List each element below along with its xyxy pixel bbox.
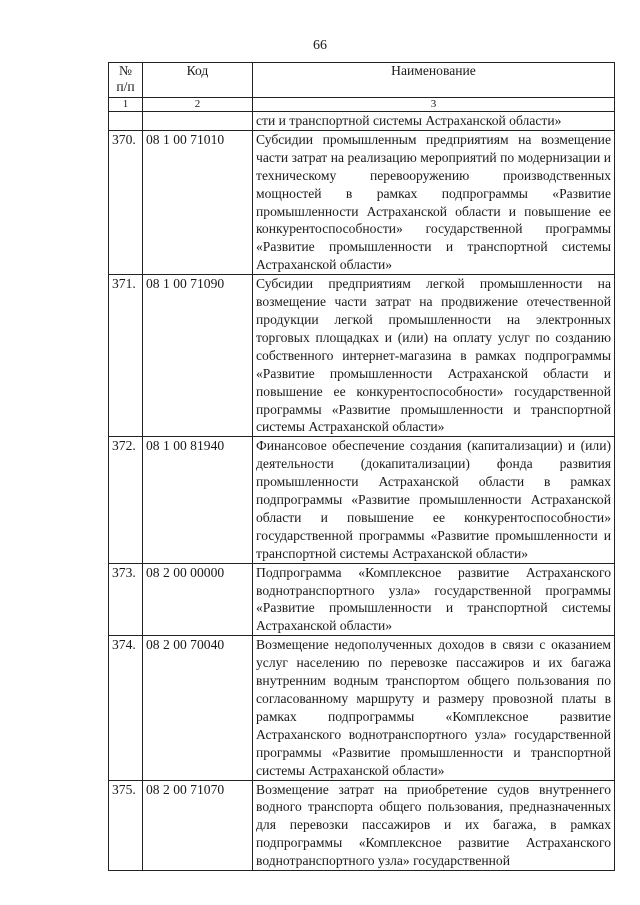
table-row	[109, 130, 615, 274]
table-row	[109, 275, 615, 437]
table-row	[109, 437, 615, 563]
table-row	[109, 636, 615, 780]
header-code: Код	[143, 63, 253, 98]
column-index-1: 1	[109, 98, 143, 112]
classification-table	[108, 62, 615, 871]
row-name: Финансовое обеспечение создания (капитализации) и (или) деятельности (докапитализации) фонда развития промышленности Астраханской области в рамках подпрограммы «Развитие промышленности Астраханской области и повышение ее конкурентоспособности» государственной программы «Развитие промышленности и транспортной системы Астраханской области»	[253, 437, 615, 563]
continuation-num	[109, 112, 143, 131]
row-code: 08 2 00 70040	[143, 636, 253, 780]
row-code: 08 1 00 71010	[143, 130, 253, 274]
continuation-text: сти и транспортной системы Астраханской области»	[253, 112, 615, 131]
row-num: 371.	[109, 275, 143, 437]
row-name: Субсидии промышленным предприятиям на возмещение части затрат на реализацию мероприятий по модернизации и техническому перевооружению производственных мощностей в рамках подпрограммы «Развитие промышленности Астраханской области и повышение ее конкурентоспособности» государственной программы «Развитие промышленности и транспортной системы Астраханской области»	[253, 130, 615, 274]
row-code: 08 1 00 81940	[143, 437, 253, 563]
row-code: 08 1 00 71090	[143, 275, 253, 437]
continuation-row	[109, 112, 615, 131]
row-name: Возмещение недополученных доходов в связи с оказанием услуг населению по перевозке пассажиров и их багажа внутренним водным транспортом общего пользования по согласованному маршруту и размеру провозной платы в рамках подпрограммы «Комплексное развитие Астраханского воднотранспортного узла» государственной программы «Развитие промышленности и транспортной системы Астраханской области»	[253, 636, 615, 780]
header-num: № п/п	[109, 63, 143, 98]
row-name: Возмещение затрат на приобретение судов внутреннего водного транспорта общего пользования, предназначенных для перевозки пассажиров и их багажа, в рамках подпрограммы «Комплексное развитие Астраханского воднотранспортного узла» государственной	[253, 780, 615, 871]
column-index-3: 3	[253, 98, 615, 112]
row-num: 374.	[109, 636, 143, 780]
row-num: 375.	[109, 780, 143, 871]
row-num: 372.	[109, 437, 143, 563]
continuation-code	[143, 112, 253, 131]
row-num: 373.	[109, 563, 143, 636]
table-row	[109, 563, 615, 636]
table-row	[109, 780, 615, 871]
column-index-2: 2	[143, 98, 253, 112]
header-name: Наименование	[253, 63, 615, 98]
row-code: 08 2 00 00000	[143, 563, 253, 636]
row-code: 08 2 00 71070	[143, 780, 253, 871]
row-name: Субсидии предприятиям легкой промышленности на возмещение части затрат на продвижение отечественной продукции легкой промышленности на электронных торговых площадках и (или) на оплату услуг по созданию собственного интернет-магазина в рамках подпрограммы «Развитие промышленности Астраханской области и повышение ее конкурентоспособности» государственной программы «Развитие промышленности и транспортной системы Астраханской области»	[253, 275, 615, 437]
column-index-row	[109, 98, 615, 112]
row-num: 370.	[109, 130, 143, 274]
header-row	[109, 63, 615, 98]
row-name: Подпрограмма «Комплексное развитие Астраханского воднотранспортного узла» государственной программы «Развитие промышленности и транспортной системы Астраханской области»	[253, 563, 615, 636]
page-number: 66	[313, 38, 327, 53]
